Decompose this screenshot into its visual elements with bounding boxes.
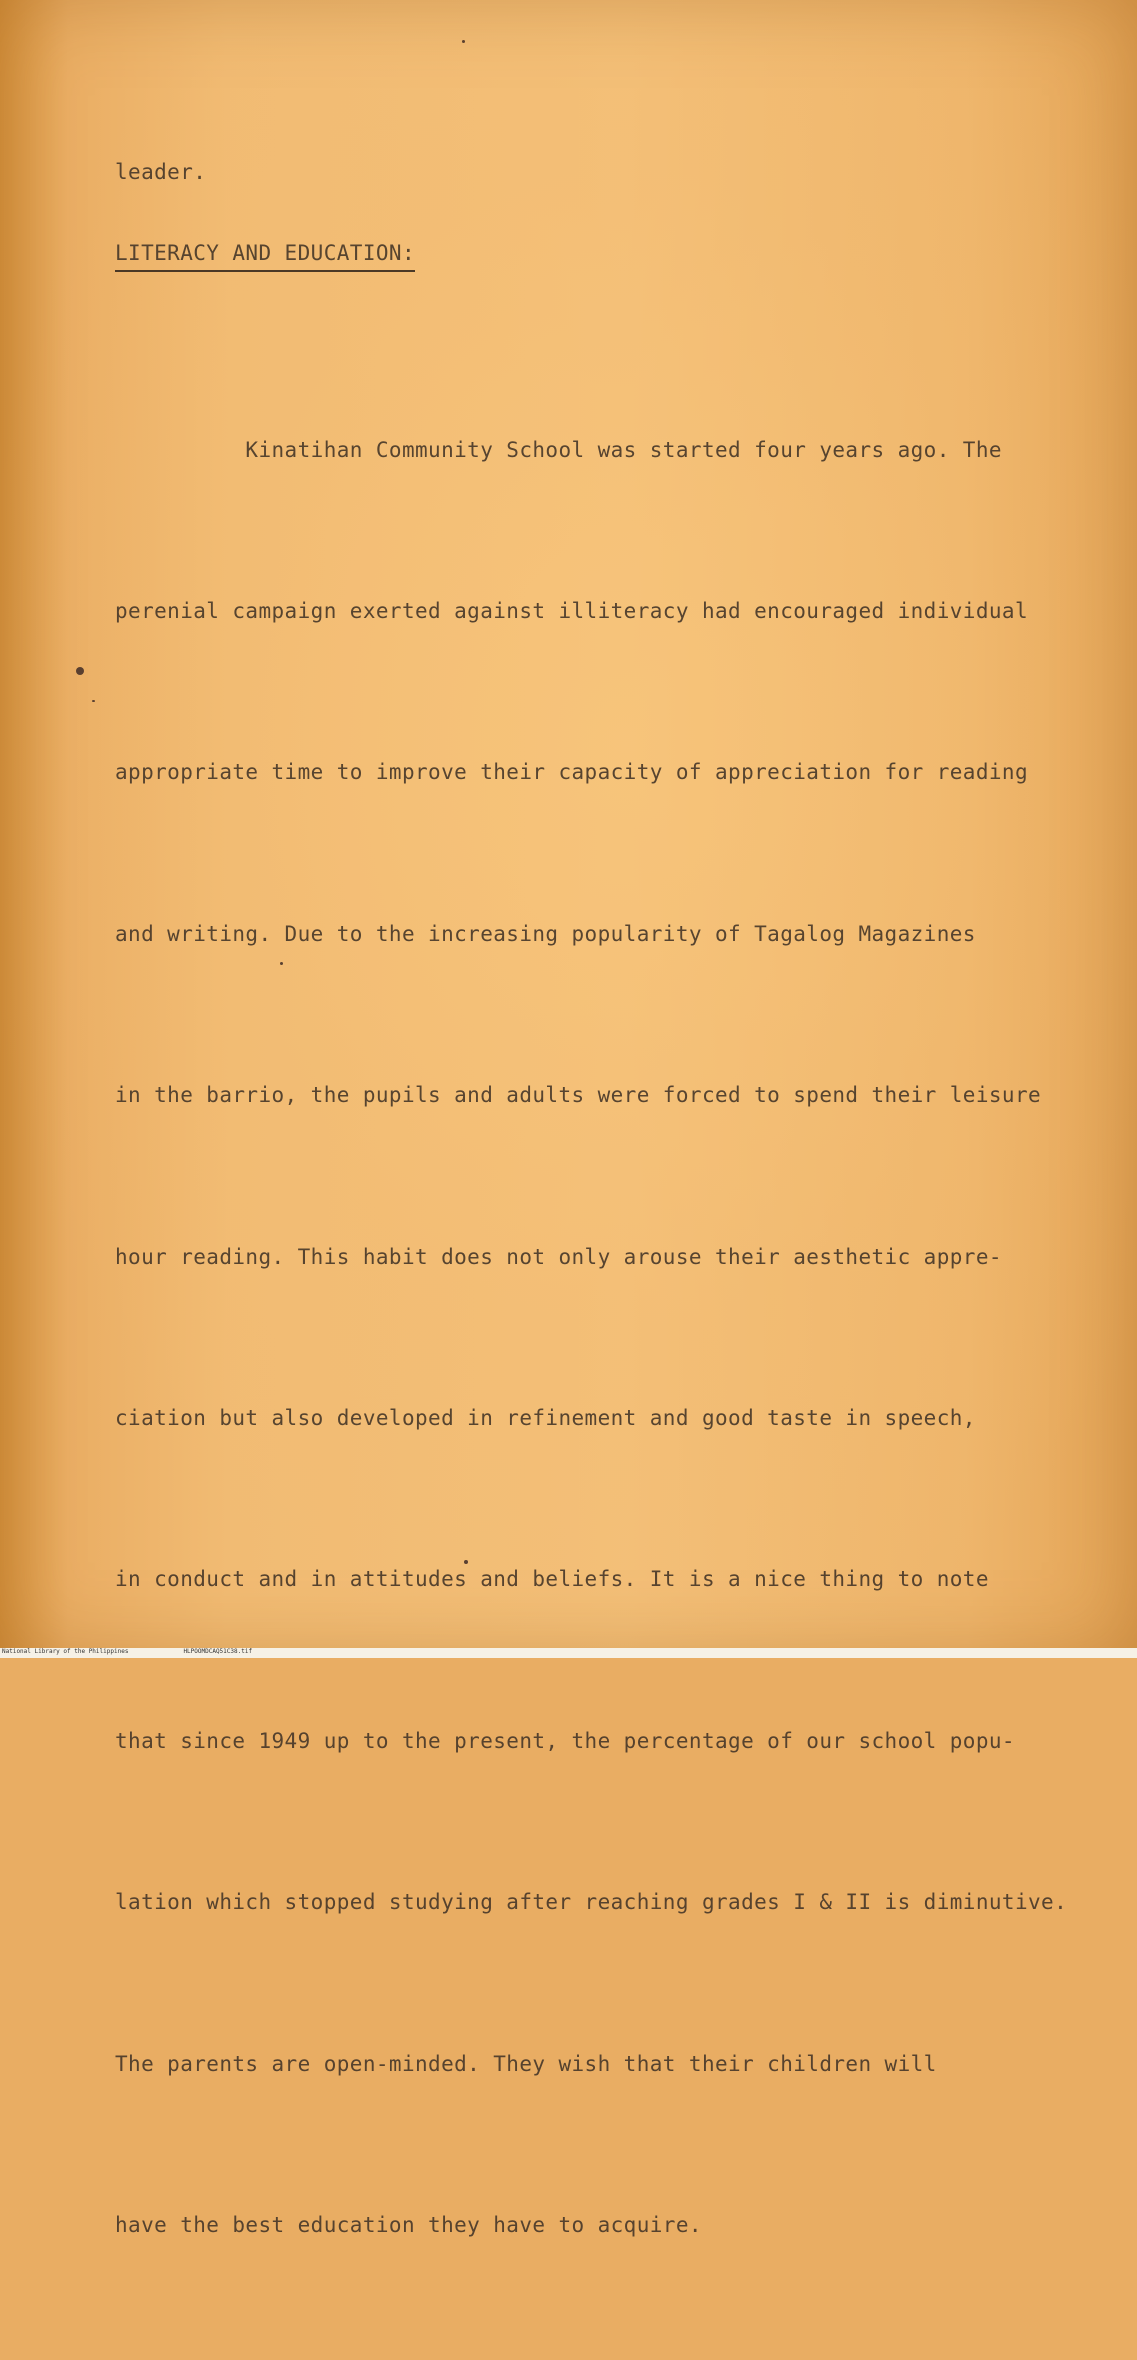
paragraph-line: Kinatihan Community School was started four years ago. The [115,437,1002,462]
paragraph-line: have the best education they have to acquire. [115,2212,702,2237]
footer-filename: HLPOOMDCAQ51C38.tif [183,1648,253,1655]
paragraph-line: ciation but also developed in refinement and good taste in speech, [115,1405,976,1430]
paragraph-line: in conduct and in attitudes and beliefs. It is a nice thing to note [115,1567,989,1592]
paragraph-line: in the barrio, the pupils and adults were forced to spend their leisure [115,1083,1042,1108]
leader-text: leader. [115,160,207,184]
paragraph-line: and writing. Due to the increasing popularity of Tagalog Magazines [115,921,976,946]
ink-speck [464,1560,468,1564]
paragraph-line: lation which stopped studying after reaching grades I & II is diminutive. [115,1890,1068,1915]
ink-speck [280,962,283,965]
paragraph-line: hour reading. This habit does not only arouse their aesthetic appre- [115,1244,1002,1269]
paragraph-line: The parents are open-minded. They wish that their children will [115,2051,937,2076]
ink-speck [462,40,465,43]
paragraph-line: that since 1949 up to the present, the percentage of our school popu- [115,1728,1015,1753]
scan-footer [0,1648,252,1655]
section-heading: LITERACY AND EDUCATION: [115,241,415,272]
paragraph-line: perenial campaign exerted against illiteracy had encouraged individual [115,598,1029,623]
footer-library: National Library of the Philippines [2,1648,129,1655]
paragraph-line: appropriate time to improve their capacity of appreciation for reading [115,760,1029,785]
ink-speck [76,667,84,675]
paragraph [115,316,1067,2360]
ink-speck [92,700,95,702]
